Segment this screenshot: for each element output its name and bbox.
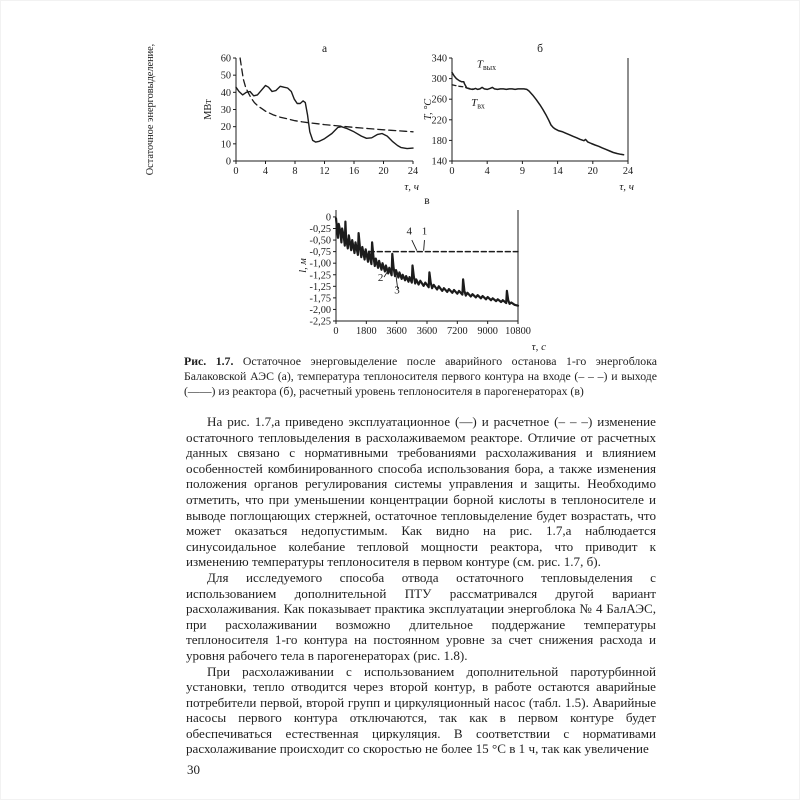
svg-text:340: 340 <box>431 53 447 65</box>
svg-text:16: 16 <box>348 166 360 177</box>
svg-text:0: 0 <box>225 156 231 168</box>
paragraph: На рис. 1.7,а приведено эксплуатационное (—) и расчетное (– – –) изменение остаточного тепловыделения в расхолаживаемом реакторе. Отличие от расчетных данных связано с нормативными требованиями расхолаживания и влиянием особенностей комбинированного способа использования бора, а также изменения положения органов регулирования системы управления и защиты. Необходимо отметить, что при уменьшении концентрации борной кислоты в теплоносителе и выводе поглощающих стержней, остаточное тепловыделение будет возрастать, что может оказаться недопустимым. Как видно на рис. 1.7,а наблюдается синусоидальное колебание тепловой мощности реактора, что приводит к изменению температуры теплоносителя в первом контуре (см. рис. 1.7, б). <box>186 414 656 570</box>
svg-text:60: 60 <box>220 53 231 65</box>
svg-text:20: 20 <box>378 166 389 177</box>
svg-text:-2,25: -2,25 <box>309 316 331 328</box>
page-number: 30 <box>187 762 200 777</box>
svg-text:-1,25: -1,25 <box>309 270 331 282</box>
svg-text:220: 220 <box>431 115 447 127</box>
svg-text:б: б <box>537 43 543 55</box>
svg-text:МВт: МВт <box>203 99 214 120</box>
svg-text:4: 4 <box>484 166 490 177</box>
svg-text:τ, с: τ, с <box>531 341 546 353</box>
svg-text:0: 0 <box>449 166 455 177</box>
svg-text:l, м: l, м <box>298 258 309 273</box>
svg-text:0: 0 <box>333 326 339 337</box>
figure-caption-label: Рис. 1.7. <box>184 354 234 368</box>
svg-text:30: 30 <box>220 105 231 116</box>
svg-text:-0,50: -0,50 <box>309 235 331 247</box>
figure-caption-text: Остаточное энерговыделение после аварийного останова 1-го энергоблока Балаковской АЭС (а), температура теплоносителя первого контура на входе (– – –) и выходе (——) из реактора (б), расчетный уровень теплоносителя в парогенераторах (в) <box>184 354 657 398</box>
svg-text:τ, ч: τ, ч <box>404 181 419 193</box>
svg-text:20: 20 <box>587 166 598 177</box>
svg-text:10: 10 <box>220 139 231 151</box>
svg-text:7200: 7200 <box>447 326 468 337</box>
svg-text:-1,00: -1,00 <box>309 258 331 270</box>
svg-text:50: 50 <box>220 70 231 82</box>
svg-text:40: 40 <box>220 87 231 99</box>
svg-text:2: 2 <box>377 271 384 284</box>
svg-text:4: 4 <box>262 166 269 177</box>
svg-text:-1,75: -1,75 <box>309 293 331 305</box>
svg-text:а: а <box>321 43 328 55</box>
svg-text:12: 12 <box>319 166 330 177</box>
chart-residual-energy-release <box>143 43 423 191</box>
svg-text:9: 9 <box>519 166 525 177</box>
svg-text:Твых: $Т_{вых}$ <box>476 58 497 72</box>
svg-text:180: 180 <box>431 135 447 147</box>
svg-text:140: 140 <box>431 156 447 168</box>
svg-text:1: 1 <box>421 225 428 238</box>
svg-text:-0,25: -0,25 <box>309 224 331 235</box>
paragraph: При расхолаживании с использованием дополнительной паротурбинной установки, тепло отводится через второй контур, в работе остаются аварийные потребители первой, второй групп и циркуляционный насос (табл. 1.5). Аварийные насосы первого контура отключаются, так как в первом контуре будет обеспечиваться естественная циркуляция. В соответствии с нормативами расхолаживание происходит со скоростью не более 15 °С в 1 ч, так как увеличение <box>186 663 656 757</box>
svg-text:4: 4 <box>406 225 413 238</box>
svg-text:10800: 10800 <box>505 326 531 337</box>
svg-text:-0,75: -0,75 <box>309 247 331 259</box>
svg-text:300: 300 <box>431 74 447 86</box>
svg-text:-1,25: -1,25 <box>309 281 331 293</box>
chart-steam-generator-level <box>294 193 554 351</box>
svg-text:24: 24 <box>407 166 419 177</box>
svg-text:3600: 3600 <box>386 326 407 337</box>
svg-text:20: 20 <box>220 122 231 134</box>
svg-text:1800: 1800 <box>356 326 377 337</box>
paragraph: Для исследуемого способа отвода остаточного тепловыделения с использованием дополнительной ПТУ рассматривался другой вариант расхолаживания. Как показывает практика эксплуатации энергоблока № 4 БалАЭС, при расхолаживании возможно длительное поддержание температуры теплоносителя 1-го контура на постоянном уровне за счет снижения расхода и уровня рабочего тела в парогенераторах (рис. 1.8). <box>186 569 656 663</box>
svg-text:3600: 3600 <box>416 326 438 337</box>
figure-caption <box>184 354 657 399</box>
svg-text:-2,00: -2,00 <box>309 304 331 316</box>
svg-text:Твх: $Т_{вх}$ <box>471 96 485 111</box>
svg-text:24: 24 <box>622 166 634 177</box>
svg-text:в: в <box>424 195 430 207</box>
body-text <box>186 414 656 757</box>
svg-text:9000: 9000 <box>477 326 498 337</box>
svg-text:0: 0 <box>233 166 239 177</box>
svg-text:8: 8 <box>292 166 298 177</box>
svg-text:14: 14 <box>552 166 563 177</box>
svg-text:260: 260 <box>431 94 447 106</box>
chart-coolant-temperature <box>421 43 661 191</box>
svg-text:Остаточное энерговыделение,: Остаточное энерговыделение, <box>145 43 156 176</box>
svg-text:Т, °С: Т, °С <box>423 98 434 121</box>
svg-text:3: 3 <box>394 284 400 297</box>
svg-text:τ, ч: τ, ч <box>619 181 634 193</box>
svg-text:0: 0 <box>325 212 331 224</box>
